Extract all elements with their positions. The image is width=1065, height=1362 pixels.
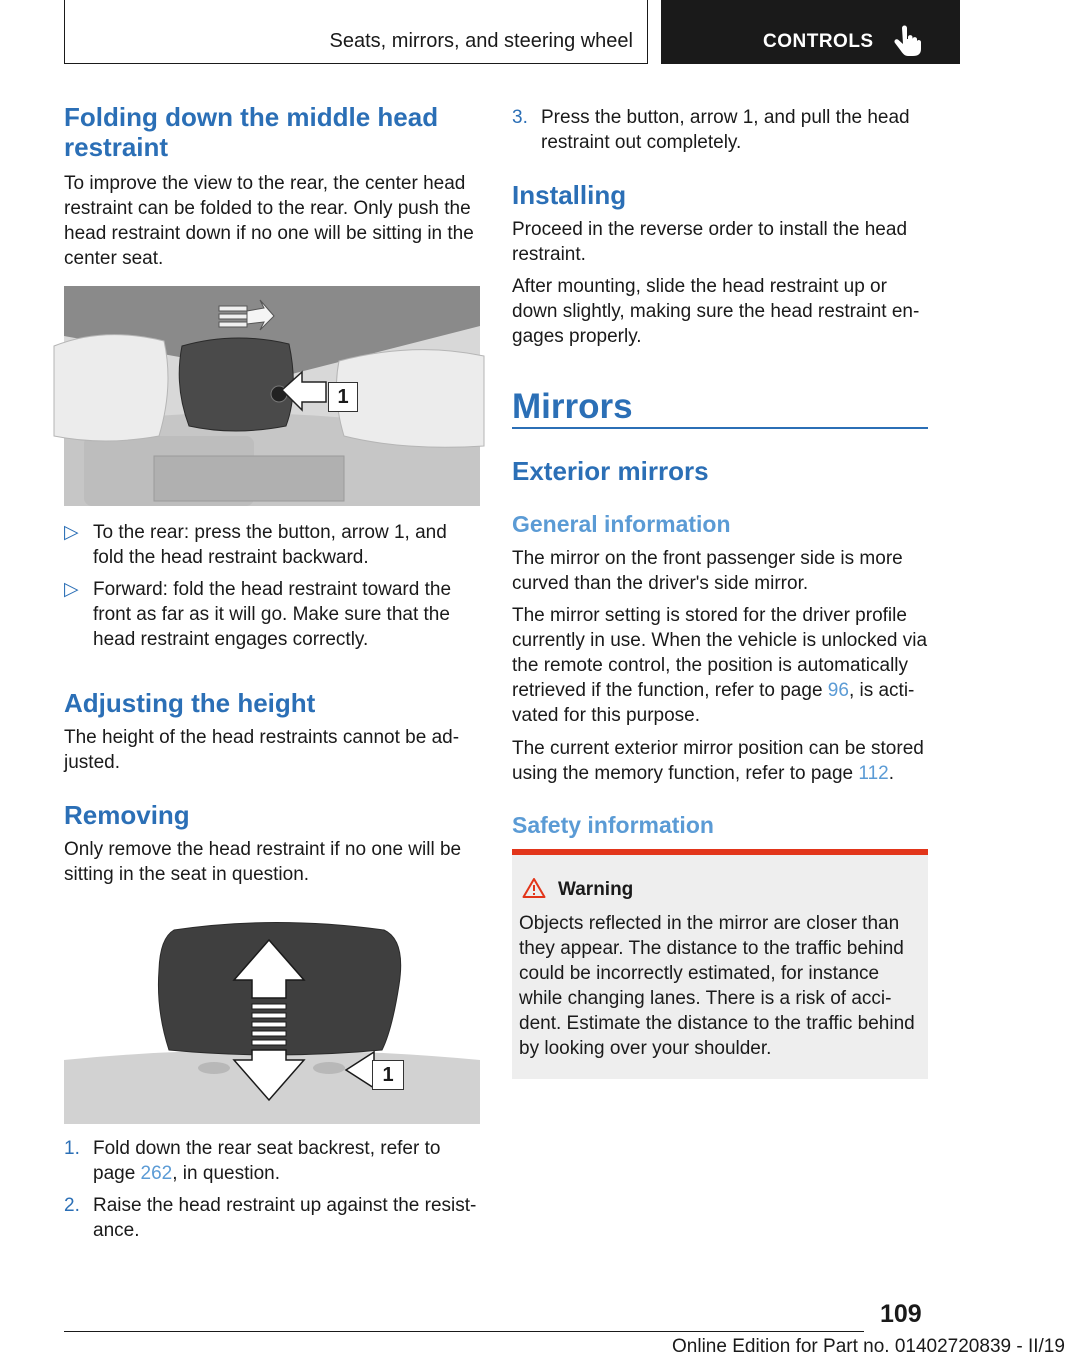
- paragraph-text-part: , is acti‐vated for this purpose.: [512, 680, 915, 726]
- figure-rear-seat-head-restraints: [64, 286, 480, 506]
- paragraph-general-1: The mirror on the front passenger side is more curved than the driver's side mirror.: [512, 548, 903, 594]
- paragraph-installing-2: After mounting, slide the head restraint up or down slightly, making sure the head restraint en‐gages properly.: [512, 276, 920, 347]
- page-number: 109: [880, 1300, 922, 1328]
- header-section-title: Seats, mirrors, and steering wheel: [329, 30, 633, 52]
- heading-safety-information: Safety information: [512, 812, 714, 838]
- warning-text: Objects reflected in the mirror are closer than they appear. The distance to the traffic behind could be incorrectly estimated, for instance while changing lanes. There is a risk of acci‐dent. Estimate the distance to the traffic behind by looking over your shoulder.: [519, 913, 915, 1059]
- warning-box: [512, 849, 928, 1079]
- paragraph-text-part: The current exterior mirror position can be stored using the memory function, refer to page: [512, 738, 924, 784]
- heading-adjusting-height: Adjusting the height: [64, 688, 316, 718]
- header-section-box: [64, 0, 648, 64]
- step-text-part: Fold down the rear seat backrest, refer to page: [93, 1138, 441, 1184]
- step-number: 3.: [512, 107, 528, 128]
- bullet-text: To the rear: press the button, arrow 1, and fold the head restraint backward.: [93, 522, 447, 568]
- figure-head-restraint-illustration: [64, 910, 480, 1124]
- paragraph-text-part: .: [888, 763, 894, 784]
- heading-removing: Removing: [64, 800, 190, 830]
- page-link-262[interactable]: 262: [140, 1163, 173, 1184]
- footer-divider: [64, 1331, 864, 1332]
- step-text-part: , in question.: [172, 1163, 280, 1184]
- paragraph-installing-1: Proceed in the reverse order to install the head restraint.: [512, 219, 908, 265]
- figure-head-restraint-removal: [64, 910, 480, 1124]
- bullet-triangle-icon: ▷: [64, 522, 79, 543]
- page-link-96[interactable]: 96: [827, 680, 849, 701]
- figure1-callout-number: 1: [328, 382, 358, 412]
- step-number: 1.: [64, 1138, 80, 1159]
- paragraph-text-part: The mirror setting is stored for the driver profile currently in use. When the vehicle is unlocked via the remote control, the position is automatically retrieved if the function, refer to page: [512, 605, 928, 701]
- paragraph-removing: Only remove the head restraint if no one will be sitting in the seat in question.: [64, 839, 462, 885]
- paragraph-folding-intro: To improve the view to the rear, the center head restraint can be folded to the rear. Only push the head restraint down if no one will be sitting in the center seat.: [64, 173, 474, 269]
- step-text: [93, 1136, 480, 1186]
- heading-general-information: General information: [512, 511, 731, 537]
- warning-title: Warning: [558, 879, 634, 900]
- heading-exterior-mirrors: Exterior mirrors: [512, 456, 709, 486]
- warning-triangle-icon: [522, 877, 546, 899]
- heading-installing: Installing: [512, 180, 627, 210]
- footer-edition: Online Edition for Part no. 01402720839 - II/19: [672, 1336, 1065, 1357]
- figure-rear-seat-illustration: [64, 286, 480, 506]
- paragraph-general-3: [512, 736, 928, 786]
- hand-pointer-icon: [893, 26, 921, 56]
- page-link-112[interactable]: 112: [858, 763, 889, 784]
- step-text: Raise the head restraint up against the resist‐ance.: [93, 1195, 477, 1241]
- step-text: Press the button, arrow 1, and pull the head restraint out completely.: [541, 107, 910, 153]
- heading-mirrors: Mirrors: [512, 387, 633, 426]
- figure2-callout-number: 1: [372, 1060, 404, 1090]
- section-divider: [512, 427, 928, 429]
- paragraph-adjusting-height: The height of the head restraints cannot be ad‐justed.: [64, 727, 460, 773]
- paragraph-general-2: [512, 603, 928, 728]
- header-chapter-label: CONTROLS: [763, 31, 874, 52]
- bullet-triangle-icon: ▷: [64, 579, 79, 600]
- heading-folding-middle-head-restraint: Folding down the middle head restraint: [64, 102, 439, 162]
- bullet-text: Forward: fold the head restraint toward the front as far as it will go. Make sure that the head restraint engages correctly.: [93, 579, 452, 650]
- step-number: 2.: [64, 1195, 80, 1216]
